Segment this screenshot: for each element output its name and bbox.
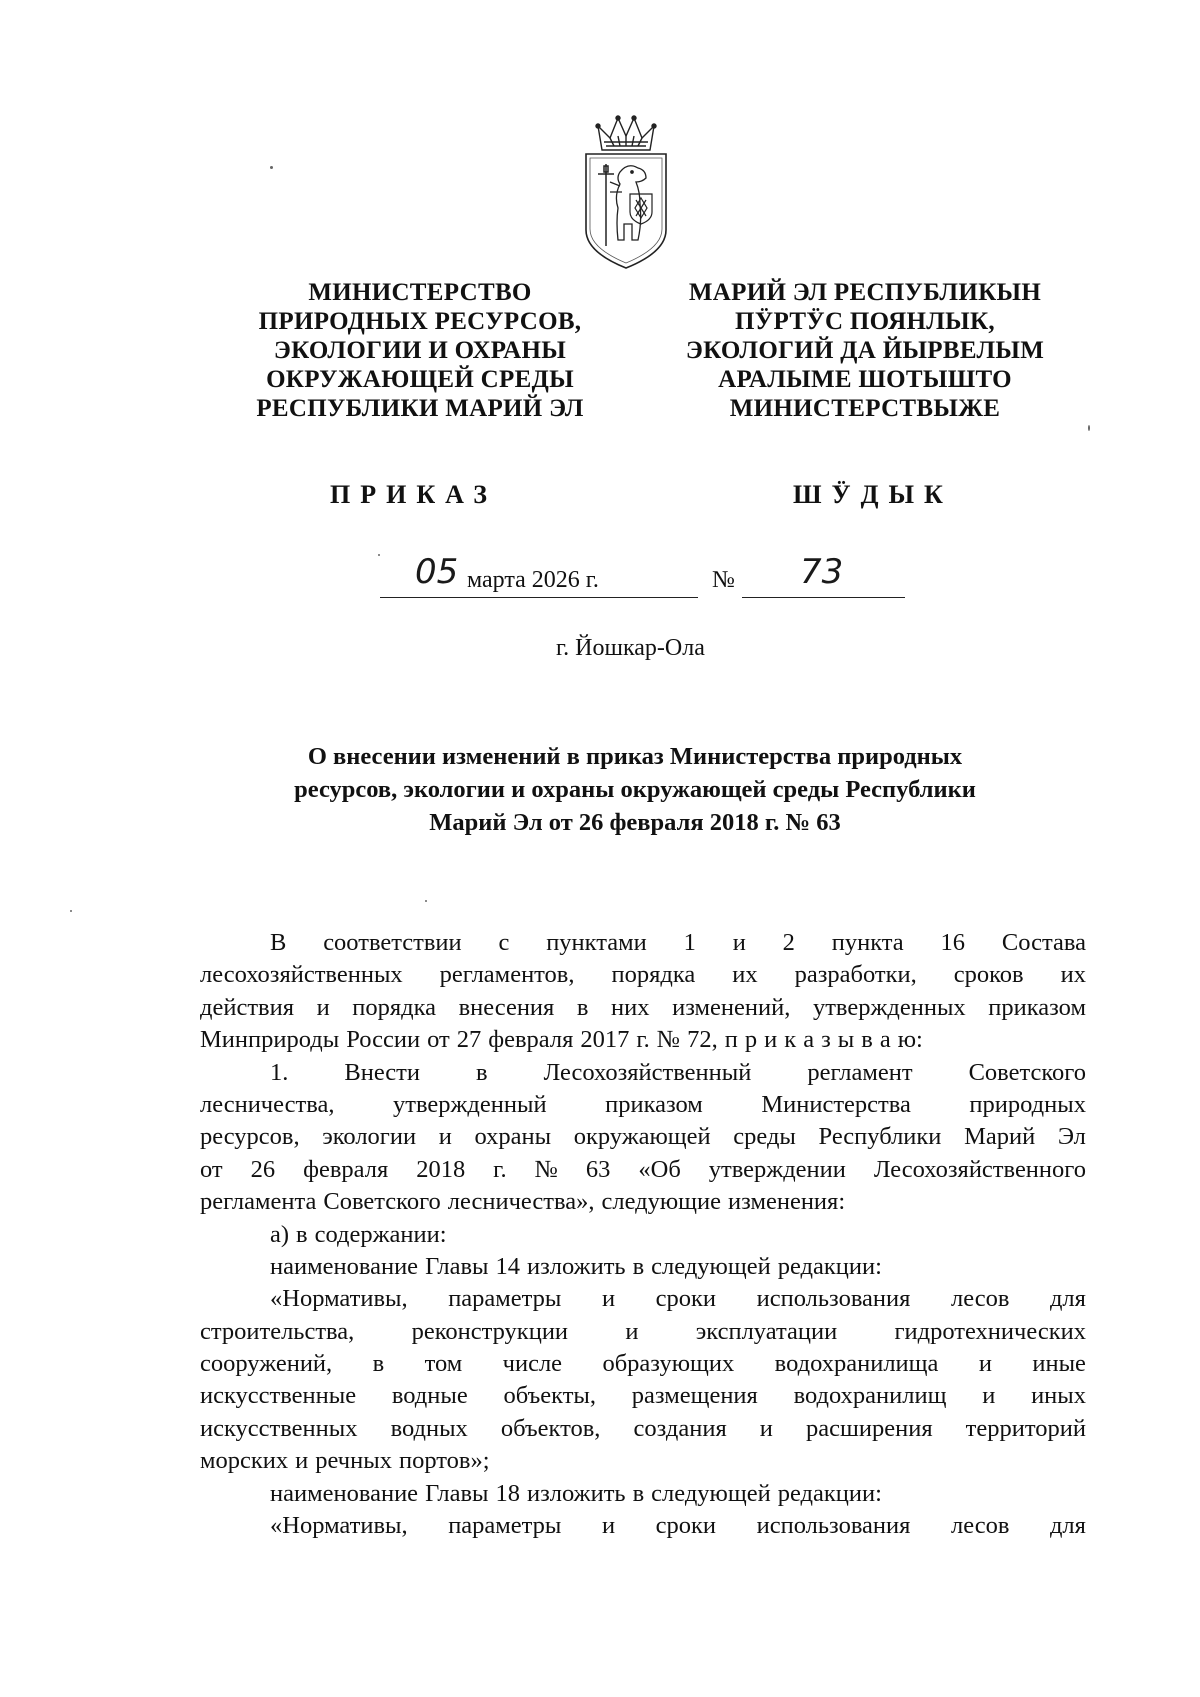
body-word: экологии [322, 1123, 417, 1151]
body-line [200, 1510, 1086, 1542]
body-line [200, 1057, 1086, 1089]
order-word-mari: ШӰДЫК [793, 480, 953, 509]
body-word: утвержденных [812, 993, 966, 1021]
body-word: В [270, 929, 287, 956]
date-underline [380, 597, 698, 598]
body-word: образующих [602, 1350, 735, 1378]
body-word: порядка [352, 993, 437, 1021]
body-word: Марий [964, 1123, 1036, 1151]
city: г. Йошкар-Ола [556, 635, 705, 661]
body-line [200, 1478, 1086, 1510]
body-word: в [861, 1026, 873, 1054]
body-word: от [427, 1026, 450, 1054]
number-sign: № [712, 567, 735, 593]
body-word: Внести [344, 1058, 421, 1086]
body-word: редакции: [777, 1479, 882, 1507]
body-line [200, 1121, 1086, 1153]
body-word: действия [200, 993, 294, 1021]
body-word: Лесохозяйственного [873, 1155, 1086, 1183]
body-word: сооружений, [200, 1350, 333, 1378]
document-title [220, 740, 1050, 839]
body-word: в [372, 1350, 385, 1378]
ministry-name-line: МИНИСТЕРСТВО [308, 279, 532, 306]
date-month-year: марта 2026 г. [467, 567, 599, 593]
body-word: изменений, [672, 993, 791, 1021]
body-line [200, 1413, 1086, 1445]
body-word: «Нормативы, [270, 1285, 408, 1313]
body-word: лесничества», [447, 1188, 595, 1216]
body-word: гидротехнических [894, 1317, 1086, 1345]
ministry-name-line: ПРИРОДНЫХ РЕСУРСОВ, [258, 308, 582, 335]
body-word: для [1049, 1285, 1086, 1313]
body-word: объектов, [500, 1414, 601, 1442]
body-word: пункта [831, 929, 904, 956]
body-word: водохранилища [774, 1350, 939, 1378]
body-word: иные [1032, 1350, 1086, 1378]
scan-speck [270, 166, 273, 169]
scan-speck [425, 900, 427, 902]
body-word: водные [391, 1382, 468, 1410]
body-word: и [978, 1350, 992, 1378]
body-word: г. [493, 1155, 507, 1183]
body-word: Минприроды [200, 1026, 340, 1054]
body-word: и [601, 1285, 616, 1313]
body-word: а) [270, 1220, 290, 1248]
body-word: Эл [1057, 1123, 1086, 1151]
body-line [200, 992, 1086, 1024]
scan-speck [1088, 425, 1090, 431]
body-word: следующей [651, 1479, 771, 1507]
body-word: Состава [1001, 929, 1086, 956]
body-word: эксплуатации [695, 1317, 838, 1345]
body-word: использования [756, 1285, 911, 1313]
body-line [200, 1316, 1086, 1348]
body-word: 1 [683, 929, 696, 956]
number-underline [742, 597, 905, 598]
ministry-name-russian [225, 278, 615, 423]
body-word: 27 [456, 1026, 482, 1054]
body-word: регламент [807, 1058, 913, 1086]
body-word: том [424, 1350, 463, 1378]
body-word: и [759, 1414, 773, 1442]
body-word: от [200, 1155, 223, 1183]
body-word: строительства, [200, 1317, 355, 1345]
ministry-name-mari [660, 278, 1070, 423]
body-word: а [879, 1026, 891, 1054]
body-word: водохранилищ [793, 1382, 947, 1410]
body-word: сроки [655, 1285, 717, 1313]
document-body [200, 927, 1086, 1542]
body-word: морских [200, 1447, 289, 1475]
body-word: Главы [425, 1479, 489, 1507]
body-word: сроки [655, 1512, 717, 1540]
body-word: создания [633, 1414, 727, 1442]
body-word: редакции: [777, 1252, 882, 1280]
shield [586, 154, 666, 268]
body-word: 63 [585, 1155, 611, 1183]
body-word: Советского [323, 1188, 441, 1216]
body-word: п [724, 1026, 738, 1054]
ministry-name-line: ЭКОЛОГИЙ ДА ЙЫРВЕЛЫМ [685, 337, 1045, 364]
body-word: № [534, 1155, 558, 1183]
body-word: пунктами [546, 929, 647, 956]
body-word: в [476, 1058, 488, 1086]
body-word: параметры [448, 1512, 562, 1540]
body-word: использования [756, 1512, 911, 1540]
ministry-name-line: АРАЛЫМЕ ШОТЫШТО [718, 366, 1012, 393]
body-word: изложить [527, 1479, 626, 1507]
body-word: соответствии [323, 929, 462, 956]
body-word: 72, [687, 1026, 718, 1054]
body-line [200, 1380, 1086, 1412]
body-word: водных [390, 1414, 468, 1442]
body-line [200, 1089, 1086, 1121]
body-word: регламентов, [439, 961, 575, 989]
ministry-name-line: ОКРУЖАЮЩЕЙ СРЕДЫ [266, 366, 574, 393]
body-word: иных [1031, 1382, 1086, 1410]
body-word: регламента [200, 1188, 317, 1216]
order-number-handwritten: 73 [800, 552, 844, 592]
body-word: следующие [601, 1188, 722, 1216]
body-word: объекты, [503, 1382, 596, 1410]
body-word: февраля [488, 1026, 574, 1054]
body-word: в [296, 1220, 308, 1248]
body-word: содержании: [314, 1220, 447, 1248]
ministry-name-line: ПӰРТӰС ПОЯНЛЫК, [735, 308, 995, 335]
body-word: и [764, 1026, 778, 1054]
body-word: для [1049, 1512, 1086, 1540]
body-word: с [498, 929, 510, 956]
body-word: 2017 [580, 1026, 630, 1054]
body-word: 2 [782, 929, 795, 956]
body-word: 2018 [416, 1155, 466, 1183]
scan-speck [70, 910, 72, 912]
body-word: размещения [631, 1382, 758, 1410]
body-word: лесов [951, 1285, 1010, 1313]
body-word: Министерства [761, 1090, 911, 1118]
title-line: О внесении изменений в приказ Министерства природных [307, 743, 963, 770]
body-word: России [346, 1026, 421, 1054]
body-word: в [632, 1252, 645, 1280]
sword [598, 164, 614, 246]
body-word: Лесохозяйственный [543, 1058, 752, 1086]
body-word: в [632, 1479, 645, 1507]
body-line [200, 1283, 1086, 1315]
ministry-name-line: ЭКОЛОГИИ И ОХРАНЫ [273, 337, 567, 364]
ministry-name-line: МИНИСТЕРСТВЫЖЕ [729, 395, 1001, 422]
ministry-name-line: МАРИЙ ЭЛ РЕСПУБЛИКЫН [688, 279, 1042, 306]
body-word: Главы [425, 1252, 489, 1280]
title-line: ресурсов, экологии и охраны окружающей среды Республики [294, 776, 976, 803]
body-word: их [1060, 961, 1086, 989]
body-word: числе [502, 1350, 563, 1378]
body-word: территорий [965, 1414, 1086, 1442]
body-word: ю: [897, 1026, 923, 1054]
body-word: лесничества, [200, 1090, 335, 1118]
body-word: 1. [270, 1058, 289, 1086]
body-word: речных [315, 1447, 392, 1475]
bear [610, 166, 646, 240]
body-word: наименование [270, 1479, 419, 1507]
body-word: р [744, 1026, 758, 1054]
body-word: и [316, 993, 330, 1021]
body-word: приказом [605, 1090, 703, 1118]
body-word: приказом [988, 993, 1086, 1021]
body-word: в [576, 993, 589, 1021]
body-word: № [656, 1026, 681, 1054]
body-word: ресурсов, [200, 1123, 300, 1151]
body-word: изложить [527, 1252, 626, 1280]
body-word: лесохозяйственных [200, 961, 403, 989]
body-word: з [821, 1026, 831, 1054]
body-word: лесов [951, 1512, 1010, 1540]
body-word: 26 [250, 1155, 276, 1183]
body-word: окружающей [573, 1123, 711, 1151]
body-word: 18 [495, 1479, 521, 1507]
body-word: и [438, 1123, 452, 1151]
body-word: среды [733, 1123, 796, 1151]
body-word: портов»; [398, 1447, 490, 1475]
body-word: порядка [611, 961, 696, 989]
coat-of-arms-icon [580, 112, 672, 270]
body-word: Советского [968, 1058, 1086, 1086]
title-line: Марий Эл от 26 февраля 2018 г. № 63 [429, 809, 841, 836]
body-word: сроков [953, 961, 1024, 989]
body-word: ы [837, 1026, 855, 1054]
body-line [200, 959, 1086, 991]
body-word: природных [969, 1090, 1086, 1118]
body-word: наименование [270, 1252, 419, 1280]
body-word: и [625, 1317, 639, 1345]
body-word: февраля [303, 1155, 389, 1183]
body-word: искусственных [200, 1414, 358, 1442]
body-word: охраны [474, 1123, 552, 1151]
body-word: них [611, 993, 650, 1021]
ministry-name-line: РЕСПУБЛИКИ МАРИЙ ЭЛ [256, 395, 584, 422]
body-word: следующей [651, 1252, 771, 1280]
body-word: 16 [940, 929, 966, 956]
body-line [200, 1445, 1086, 1477]
body-word: и [982, 1382, 996, 1410]
body-line [200, 1251, 1086, 1283]
body-word: к [784, 1026, 797, 1054]
body-word: «Нормативы, [270, 1512, 408, 1540]
body-word: Республики [818, 1123, 942, 1151]
order-word-russian: ПРИКАЗ [330, 480, 498, 509]
body-word: искусственные [200, 1382, 357, 1410]
body-word: их [732, 961, 758, 989]
body-word: разработки, [794, 961, 917, 989]
body-line [200, 927, 1086, 959]
body-line [200, 1154, 1086, 1186]
date-day-handwritten: 05 [415, 552, 459, 592]
body-line [200, 1219, 1086, 1251]
body-line [200, 1024, 1086, 1056]
body-word: и [295, 1447, 309, 1475]
body-word: изменения: [728, 1188, 846, 1216]
body-line [200, 1186, 1086, 1218]
body-word: и [732, 929, 746, 956]
body-word: г. [636, 1026, 650, 1054]
body-word: 14 [495, 1252, 521, 1280]
body-word: «Об [638, 1155, 681, 1183]
body-line [200, 1348, 1086, 1380]
body-word: и [601, 1512, 616, 1540]
crown [596, 116, 656, 150]
body-word: внесения [458, 993, 555, 1021]
body-word: параметры [448, 1285, 562, 1313]
body-word: расширения [806, 1414, 933, 1442]
body-word: реконструкции [411, 1317, 569, 1345]
body-word: утверждении [708, 1155, 846, 1183]
body-word: утвержденный [392, 1090, 547, 1118]
body-word: а [803, 1026, 815, 1054]
scan-speck [378, 554, 380, 556]
